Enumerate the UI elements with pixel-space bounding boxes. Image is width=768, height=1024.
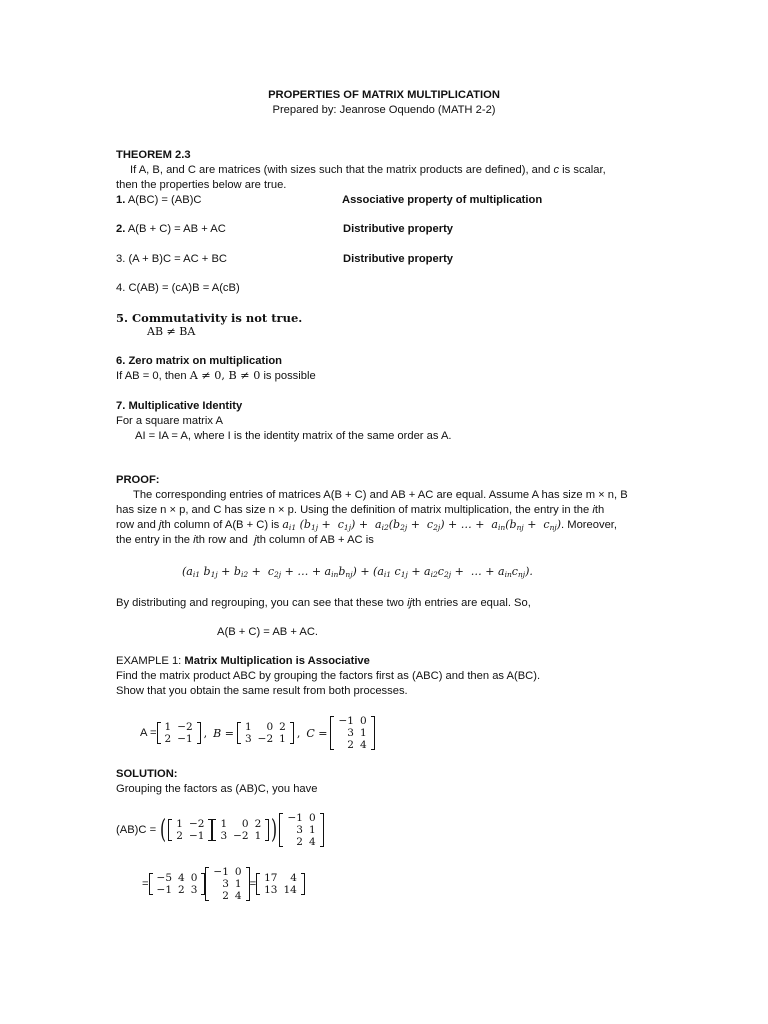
matrix-cell: 0 (241, 818, 249, 830)
proof-heading: PROOF: (116, 474, 160, 486)
matrix-cell: 0 (266, 721, 274, 733)
step2-matrix-c (205, 866, 249, 902)
theorem-intro: If A, B, and C are matrices (with sizes such that the matrix products are defined), and c is scalar, (130, 164, 606, 176)
matrix-cell: 4 (234, 890, 242, 902)
proof-result: A(B + C) = AB + AC. (217, 626, 319, 638)
matrix-cell: 2 (222, 890, 229, 902)
matrix-cell: 1 (279, 733, 286, 745)
property-3-name: Distributive property (343, 253, 454, 265)
matrix-cell: 3 (220, 830, 228, 842)
given-matrices: A = 1 −2 2 −1 , B = 1 0 2 3 −2 1 , C = −1 0 3 1 2 4 (140, 711, 375, 755)
proof-line-3: row and jth column of A(B + C) is $a_{i1}$ $(b_{1j} + c_{1j}) + a_{i2}(b_{2j} + c_{2j})$ + … + $a_{in}(b_{nj} + c_{nj})$. Moreover, (116, 518, 618, 532)
matrix-a-label: A = (140, 727, 157, 739)
matrix-cell: 2 (254, 818, 262, 830)
matrix-cell: −1 (177, 733, 193, 745)
matrix-cell: 2 (164, 733, 172, 745)
abc-label: (AB)C = (116, 824, 157, 836)
matrix-cell: −1 (287, 812, 303, 824)
matrix-cell: 3 (296, 824, 303, 836)
matrix-cell: 4 (359, 739, 367, 751)
matrix-cell: 2 (279, 721, 286, 733)
matrix-cell: 1 (359, 727, 367, 739)
matrix-cell: 1 (220, 818, 228, 830)
matrix-cell: 0 (190, 872, 198, 884)
solution-line-1: Grouping the factors as (AB)C, you have (116, 783, 318, 795)
property-6: 6. Zero matrix on multiplication (116, 355, 282, 367)
matrix-cell: 0 (234, 866, 242, 878)
matrix-cell: 0 (359, 715, 367, 727)
matrix-cell: 13 (264, 884, 278, 896)
matrix-cell: 1 (234, 878, 242, 890)
matrix-cell: −1 (156, 884, 173, 896)
matrix-c-label: C = (306, 726, 328, 740)
property-2: 2. A(B + C) = AB + AC (116, 223, 226, 235)
matrix-cell: −2 (257, 733, 274, 745)
matrix-cell: 2 (296, 836, 303, 848)
theorem-heading: THEOREM 2.3 (116, 149, 191, 161)
property-7: 7. Multiplicative Identity (116, 400, 243, 412)
property-7-line1: For a square matrix A (116, 415, 223, 427)
matrix-cell: 1 (254, 830, 262, 842)
matrix-cell: 4 (178, 872, 185, 884)
equals-sign: = (142, 878, 149, 890)
step1-matrix-c (279, 812, 323, 848)
step1-matrix-a (168, 818, 212, 842)
page-title: PROPERTIES OF MATRIX MULTIPLICATION (268, 89, 500, 101)
page-subtitle: Prepared by: Jeanrose Oquendo (MATH 2-2) (272, 104, 496, 116)
proof-line-1: The corresponding entries of matrices A(B + C) and AB + AC are equal. Assume A has size m × n, B (133, 489, 628, 501)
equals-sign-2: = (249, 878, 257, 890)
matrix-cell: 1 (244, 721, 252, 733)
property-1: 1. A(BC) = (AB)C (116, 194, 202, 206)
property-2-name: Distributive property (343, 223, 454, 235)
matrix-cell: −1 (338, 715, 354, 727)
matrix-b (237, 721, 294, 745)
matrix-cell: −2 (177, 721, 193, 733)
matrix-cell: 1 (164, 721, 172, 733)
matrix-cell: 3 (190, 884, 198, 896)
matrix-cell: 1 (308, 824, 316, 836)
matrix-cell: 1 (176, 818, 183, 830)
matrix-ab (149, 872, 206, 896)
property-7-line2: AI = IA = A, where I is the identity matrix of the same order as A. (135, 430, 452, 442)
property-4: 4. C(AB) = (cA)B = A(cB) (116, 282, 240, 294)
matrix-cell: −5 (156, 872, 173, 884)
matrix-cell: 4 (308, 836, 316, 848)
matrix-cell: 3 (244, 733, 252, 745)
matrix-c (330, 715, 374, 751)
example-line-1: Find the matrix product ABC by grouping the factors first as (ABC) and then as A(BC). (116, 670, 541, 682)
example-line-2: Show that you obtain the same result from both processes. (116, 685, 408, 697)
matrix-cell: −2 (188, 818, 205, 830)
solution-heading: SOLUTION: (116, 768, 178, 780)
matrix-abc-result (256, 872, 305, 896)
property-3: 3. (A + B)C = AC + BC (116, 253, 227, 265)
matrix-cell: −1 (213, 866, 229, 878)
property-1-name: Associative property of multiplication (342, 194, 543, 206)
property-5-expr: AB ≠ BA (147, 325, 196, 338)
matrix-cell: 3 (222, 878, 229, 890)
matrix-cell: 2 (176, 830, 183, 842)
matrix-cell: 0 (308, 812, 316, 824)
matrix-cell: −1 (188, 830, 205, 842)
matrix-cell: 2 (178, 884, 185, 896)
matrix-b-label: B = (213, 726, 234, 740)
matrix-cell: 17 (264, 872, 278, 884)
matrix-cell: 14 (283, 884, 297, 896)
proof-line-5: By distributing and regrouping, you can see that these two ijth entries are equal. So, (116, 597, 531, 609)
proof-line-4: the entry in the ith row and jth column of AB + AC is (116, 534, 374, 546)
property-5: 5. Commutativity is not true. (116, 311, 303, 325)
property-6-text: If AB = 0, then A ≠ 0, B ≠ 0 is possible (116, 369, 316, 382)
matrix-cell: 3 (347, 727, 354, 739)
theorem-intro-line2: then the properties below are true. (116, 179, 287, 191)
matrix-cell: 2 (347, 739, 354, 751)
proof-line-2: has size n × p, and C has size n × p. Using the definition of matrix multiplication, the entry in the ith (116, 504, 605, 516)
example-heading: EXAMPLE 1: Matrix Multiplication is Associative (116, 655, 370, 667)
matrix-a (157, 721, 201, 745)
solution-step-1: (AB)C = ( 1 −2 2 −1 1 0 2 3 −2 1 ) −1 0 3 1 2 4 (116, 808, 324, 852)
matrix-cell: 4 (290, 872, 297, 884)
solution-step-2 (142, 862, 305, 906)
matrix-cell: −2 (233, 830, 249, 842)
step1-matrix-b (212, 818, 269, 842)
proof-entry-formula: ($a_{i1}$ $b_{1j} + b_{i2} + c_{2j}$ + … + $a_{in}b_{nj}) + (a_{i1}$ $c_{1j} + a_{i2}c_{2j}$ + … + $a_{in}c_{nj}$). (182, 565, 533, 579)
